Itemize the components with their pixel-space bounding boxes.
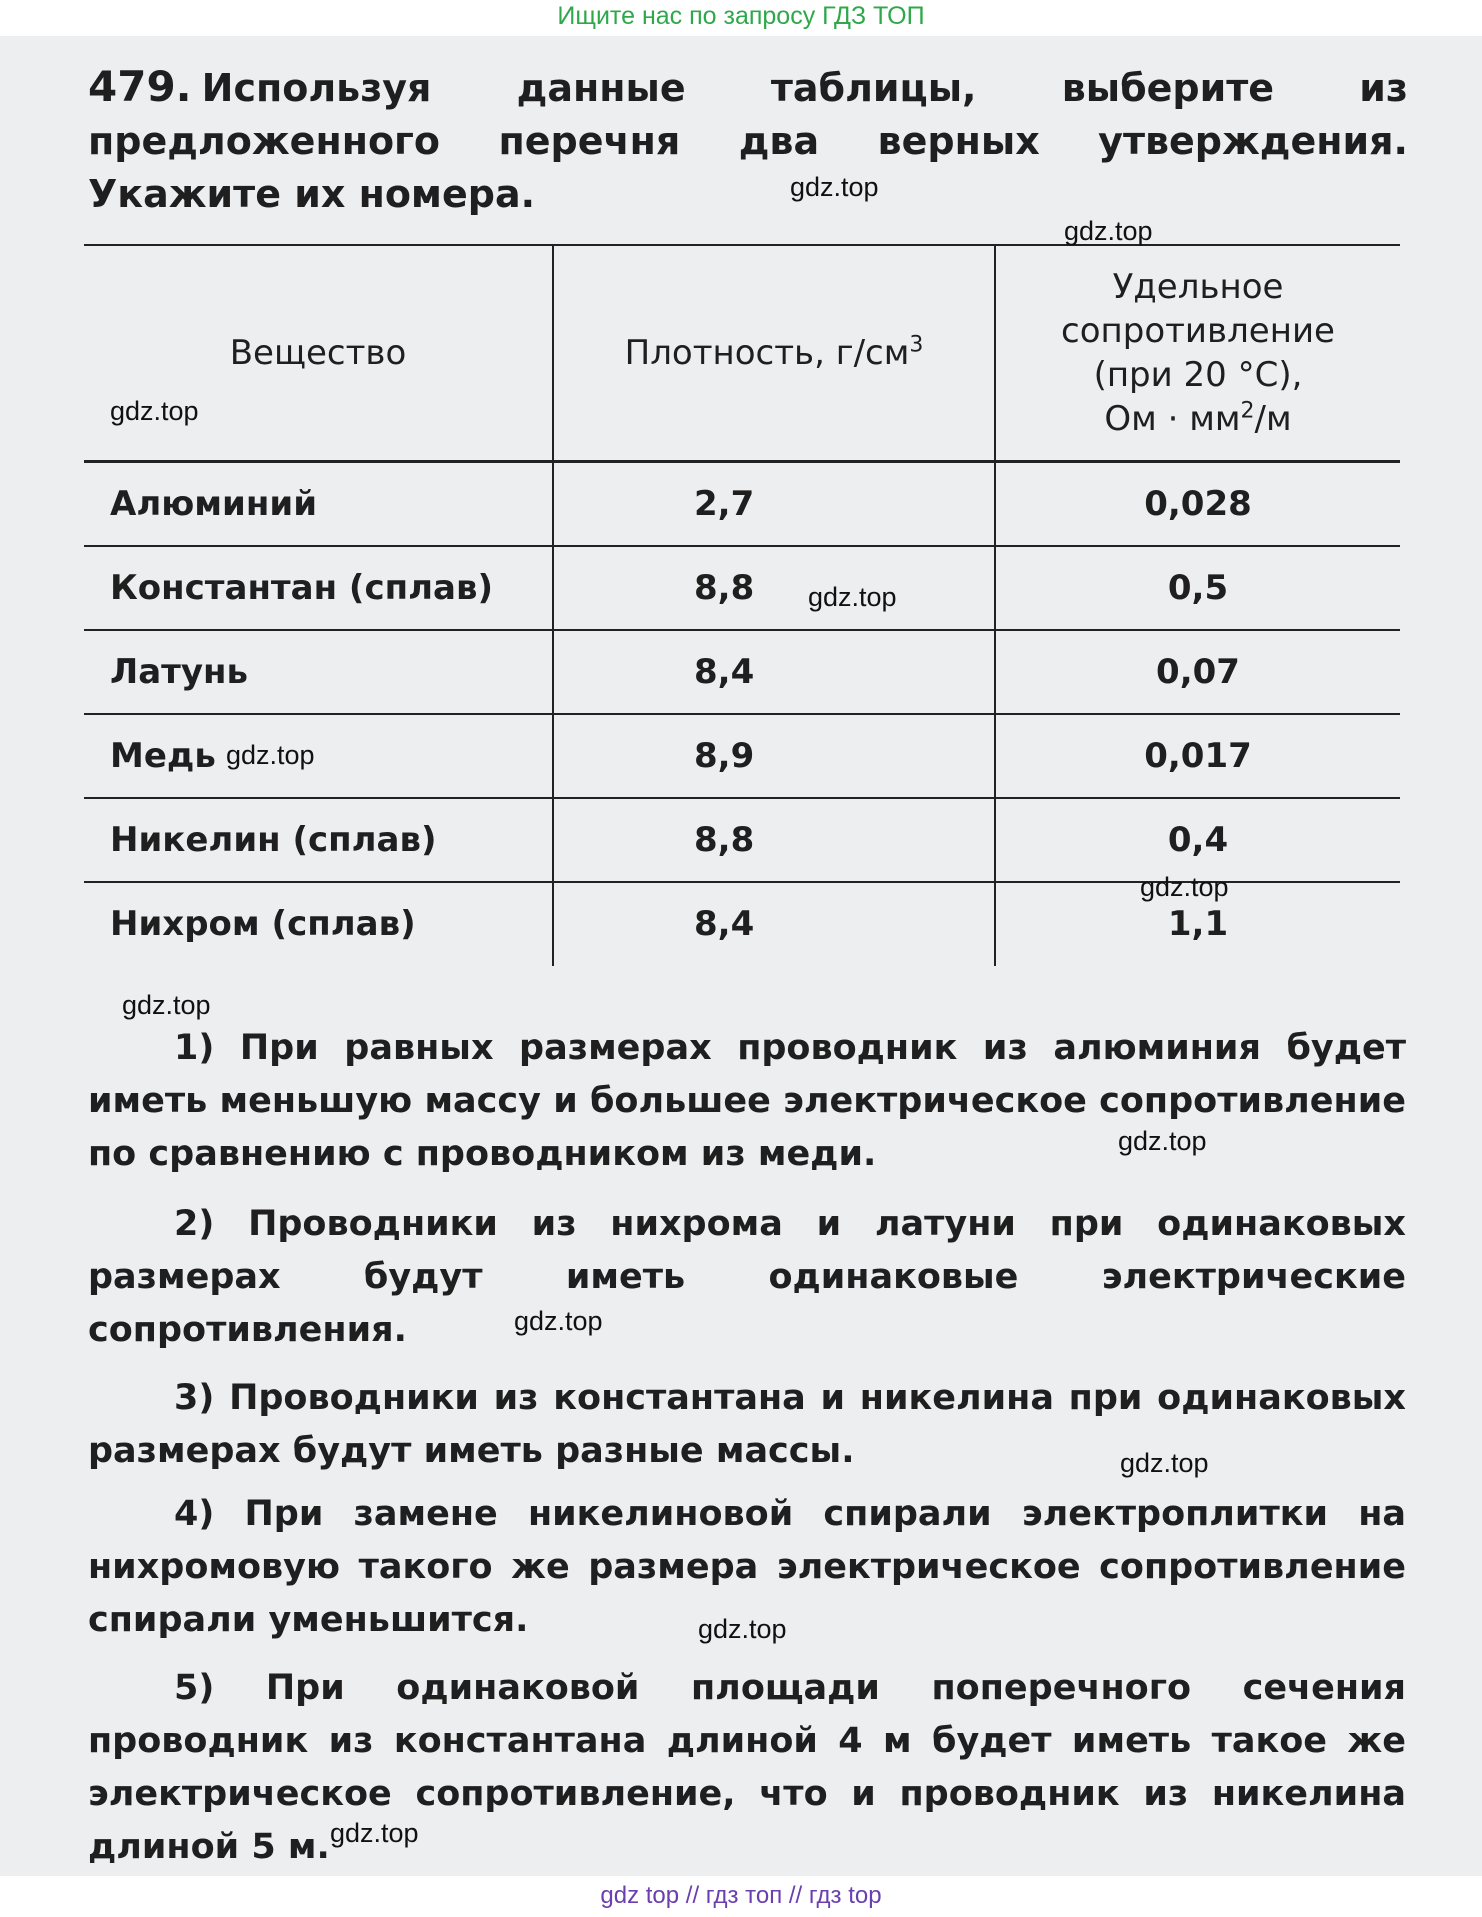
watermark: gdz.top — [226, 740, 315, 770]
cell-resistivity: 1,1 — [995, 882, 1400, 966]
cell-density: 8,4 — [553, 882, 995, 966]
cell-resistivity: 0,5 — [995, 546, 1400, 630]
cell-density: 8,8 — [553, 798, 995, 882]
bottom-banner — [0, 1876, 1482, 1917]
statement-4: 4) При замене никелиновой спирали электроплитки на нихромовую такого же размера электрическое сопротивление спирали уменьшится. — [88, 1494, 1406, 1640]
watermark: gdz.top — [1064, 216, 1153, 246]
properties-table — [84, 244, 1400, 966]
watermark: gdz.top — [330, 1818, 419, 1848]
cell-density: 8,4 — [553, 630, 995, 714]
watermark: gdz.top — [514, 1306, 603, 1336]
header-density-exponent: 3 — [909, 332, 924, 358]
watermark: gdz.top — [808, 582, 897, 612]
cell-substance: Алюминий — [110, 483, 318, 524]
statement-5: 5) При одинаковой площади поперечного сечения проводник из константана длиной 4 м будет иметь такое же электрическое сопротивление, что и проводник из никелина длиной 5 м. — [88, 1668, 1406, 1867]
cell-substance: Нихром (сплав) — [110, 904, 416, 944]
cell-substance: Латунь — [110, 651, 249, 692]
cell-substance: Константан (сплав) — [110, 567, 493, 608]
watermark: gdz.top — [1118, 1126, 1207, 1156]
cell-substance: Никелин (сплав) — [110, 819, 437, 860]
cell-resistivity: 0,07 — [995, 630, 1400, 714]
watermark: gdz.top — [1140, 872, 1229, 902]
watermark: gdz.top — [1120, 1448, 1209, 1478]
cell-resistivity: 0,028 — [995, 462, 1400, 546]
cell-density: 8,9 — [553, 714, 995, 798]
table-row — [84, 546, 1400, 630]
header-resistivity-exponent: 2 — [1240, 398, 1255, 424]
cell-density: 8,8 — [553, 546, 995, 630]
statement-2: 2) Проводники из нихрома и латуни при одинаковых размерах будут иметь одинаковые электрические сопротивления. — [88, 1204, 1406, 1350]
task-text: Используя данные таблицы, выберите из предложенного перечня два верных утверждения. Укажите их номера. — [88, 66, 1408, 216]
top-banner — [0, 0, 1482, 36]
task-paragraph — [88, 60, 1408, 221]
watermark: gdz.top — [122, 990, 211, 1020]
header-substance: Вещество — [229, 333, 407, 373]
header-resistivity: Удельное сопротивление (при 20 °С), Ом · $мм^2/м$ — [995, 245, 1400, 462]
table-row — [84, 798, 1400, 882]
table-header-row — [84, 245, 1400, 462]
cell-resistivity: 0,017 — [995, 714, 1400, 798]
table-row — [84, 630, 1400, 714]
watermark: gdz.top — [698, 1614, 787, 1644]
watermark: gdz.top — [110, 396, 199, 426]
table-row — [84, 462, 1400, 546]
bottom-banner-text: gdz top // гдз топ // гдз top — [600, 1882, 882, 1909]
task-number: 479. — [88, 62, 192, 111]
statement-1: 1) При равных размерах проводник из алюминия будет иметь меньшую массу и большее электрическое сопротивление по сравнению с проводником из меди. — [88, 1028, 1406, 1174]
header-density: Плотность, $г/см^3$ — [553, 245, 995, 462]
cell-density: 2,7 — [553, 462, 995, 546]
statement-3: 3) Проводники из константана и никелина при одинаковых размерах будут иметь разные массы. — [88, 1378, 1406, 1471]
cell-substance: Медь — [110, 735, 216, 776]
cell-resistivity: 0,4 — [995, 798, 1400, 882]
watermark: gdz.top — [790, 172, 879, 202]
top-banner-text: Ищите нас по запросу ГДЗ ТОП — [557, 2, 925, 30]
